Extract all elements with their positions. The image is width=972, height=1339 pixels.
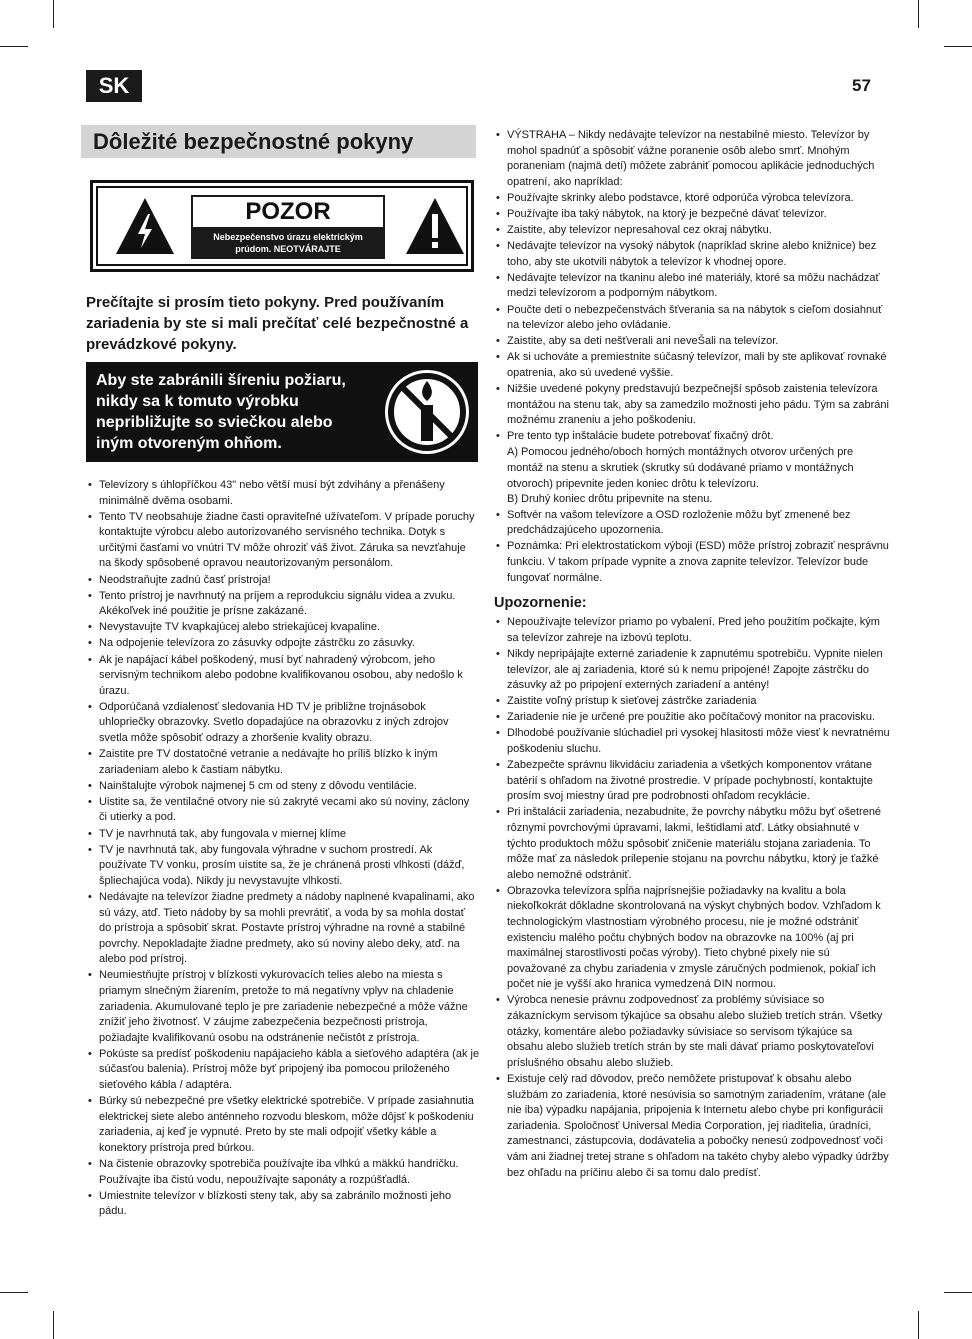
crop-mark	[0, 46, 28, 47]
list-item: • Nižšie uvedené pokyny predstavujú bezpečnejší spôsob zaistenia televízora montážou na stenu tak, aby sa zamedzilo možnosti jeho pádu. Tým sa zabráni možnému zraneniu a jeho poškodeniu.	[494, 382, 890, 429]
exclamation-hazard-icon	[404, 196, 466, 256]
crop-mark	[918, 0, 919, 28]
crop-mark	[53, 0, 54, 28]
notice-list	[494, 615, 890, 1181]
caution-label	[90, 180, 474, 272]
caution-heading: POZOR	[193, 197, 383, 227]
list-item: • Tento prístroj je navrhnutý na príjem a reprodukciu signálu videa a zvuku. Akékoľvek iné použitie je prísne zakázané.	[86, 589, 480, 620]
list-item: • Pre tento typ inštalácie budete potrebovať fixačný drôt.	[494, 429, 890, 445]
list-item: • Poznámka: Pri elektrostatickom výboji (ESD) môže prístroj zobraziť nesprávnu funkciu. V takom prípade vypnite a znova zapnite televízor. Televízor bude fungovať normálne.	[494, 539, 890, 586]
list-item: • Odporúčaná vzdialenosť sledovania HD TV je približne trojnásobok uhlopriečky obrazovky. Svetlo dopadajúce na obrazovku z iných zdrojov svetla môže spôsobiť odrazy a zhoršenie kvality obrazu.	[86, 700, 480, 747]
list-item: • Nepoužívajte televízor priamo po vybalení. Pred jeho použitím počkajte, kým sa televízor zahreje na izbovú teplotu.	[494, 615, 890, 646]
list-item: • Pokúste sa predísť poškodeniu napájacieho kábla a sieťového adaptéra (ak je súčasťou balenia). Prístroj môže byť pripojený iba pomocou priloženého sieťového kábla / adaptéra.	[86, 1047, 480, 1094]
crop-mark	[944, 46, 972, 47]
list-item: • Zaistite voľný prístup k sieťovej zástrčke zariadenia	[494, 694, 890, 710]
page-number: 57	[852, 76, 871, 95]
list-item: • TV je navrhnutá tak, aby fungovala výhradne v suchom prostredí. Ak používate TV vonku, prosím uistite sa, že je chránená prosti vlhkosti (dážď, špliechajúca voda). Nikdy ju nevystavujte vlhkosti.	[86, 843, 480, 890]
list-item: • Nevystavujte TV kvapkajúcej alebo striekajúcej kvapaline.	[86, 620, 480, 636]
list-item: • Dlhodobé používanie slúchadiel pri vysokej hlasitosti môže viesť k nevratnému poškodeniu sluchu.	[494, 726, 890, 757]
list-item: • Nikdy nepripájajte externé zariadenie k zapnutému spotrebiču. Vypnite nielen televízor, ale aj zariadenia, ktoré sú k nemu pripojené! Zapojte zástrčku do zásuvky až po pripojení externých zariadení a antény!	[494, 647, 890, 694]
list-item: • Softvér na vašom televízore a OSD rozloženie môžu byť zmenené bez predchádzajúceho upozornenia.	[494, 508, 890, 539]
list-item: • Zaistite, aby televízor nepresahoval cez okraj nábytku.	[494, 223, 890, 239]
right-column	[494, 128, 890, 1182]
list-item: • Pri inštalácii zariadenia, nezabudnite, že povrchy nábytku môžu byť ošetrené rôznymi povrchovými úpravami, lakmi, leštidlami atď. Látky obsiahnuté v týchto produktoch môžu spôsobiť zničenie materiálu stojana zariadenia. To môže mať za následok prilepenie stojanu na povrchu nábytku, ktorý je ťažké alebo nemožné odstrániť.	[494, 805, 890, 883]
list-item: • Neumiestňujte prístroj v blízkosti vykurovacích telies alebo na miesta s priamym slnečným žiarením, pretože to má negatívny vplyv na chladenie zariadenia. Akumulované teplo je pre zariadenie nebezpečné a môže vážne znížiť jeho životnosť. V záujme zabezpečenia bezpečnosti prístroja, požiadajte kvalifikovanú osobu na odstránenie nečistôt z prístroja.	[86, 968, 480, 1046]
stability-list	[494, 128, 890, 445]
list-item: • Na odpojenie televízora zo zásuvky odpojte zástrčku zo zásuvky.	[86, 636, 480, 652]
list-item: • Zaistite, aby sa deti nešťverali ani neveŠali na televízor.	[494, 334, 890, 350]
fire-warning-text: Aby ste zabránili šíreniu požiaru, nikdy sa k tomuto výrobku nepribližujte so sviečkou alebo iným otvoreným ohňom.	[96, 372, 346, 452]
no-open-flame-icon	[382, 367, 472, 457]
crop-mark	[918, 1311, 919, 1339]
list-item: • Umiestnite televízor v blízkosti steny tak, aby sa zabránilo možnosti jeho pádu.	[86, 1189, 480, 1220]
software-list	[494, 508, 890, 586]
lightning-hazard-icon	[114, 196, 176, 256]
list-item: • Zabezpečte správnu likvidáciu zariadenia a všetkých komponentov vrátane batérií s ohľadom na životné prostredie. V prípade pochybností, kontaktujte prosím svoj miestny úrad pre podrobnosti ohľadom recyklácie.	[494, 758, 890, 805]
mount-step-a: A) Pomocou jedného/oboch horných montážnych otvorov určených pre montáž na stenu a skrutiek (skrutky sú dodávané priamo v montážnych otvoroch) pripevnite jeden koniec drôtu k televízoru.	[507, 446, 854, 490]
list-item: • Nainštalujte výrobok najmenej 5 cm od steny z dôvodu ventilácie.	[86, 779, 480, 795]
crop-mark	[0, 1292, 28, 1293]
list-item: • Uistite sa, že ventilačné otvory nie sú zakryté vecami ako sú noviny, záclony či utierky a pod.	[86, 795, 480, 826]
list-item: • Na čistenie obrazovky spotrebiča používajte iba vlhkú a mäkkú handričku. Používajte iba čistú vodu, nepoužívajte saponáty a rozpúšťadlá.	[86, 1157, 480, 1188]
list-item: • Obrazovka televízora spĺňa najprísnejšie požiadavky na kvalitu a bola niekoľkokrát dôkladne skontrolovaná na výskyt chybných bodov. Vzhľadom k technologickým vlastnostiam výrobného procesu, nie je možné odstrániť existenciu malého počtu chybných bodov na obrazovke na 100% (aj pri maximálnej starostlivosti počas výroby). Tieto chybné pixely nie sú považované za chybu zariadenia v zmysle záručných podmienok, pokiaľ ich počet nie je vyšší ako hranica vymedzená DIN normou.	[494, 884, 890, 993]
list-item: • Výrobca nenesie právnu zodpovednosť za problémy súvisiace so zákazníckym servisom týkajúce sa obsahu alebo služieb tretích strán. Všetky otázky, komentáre alebo požiadavky súvisiace so servisom týkajúce sa obsahu alebo služieb tretích strán by ste mali dávať priamo poskytovateľovi príslušného obsahu alebo služieb.	[494, 993, 890, 1071]
list-item: • Zariadenie nie je určené pre použitie ako počítačový monitor na pracovisku.	[494, 710, 890, 726]
intro-text: Prečítajte si prosím tieto pokyny. Pred používaním zariadenia by ste si mali prečítať celé bezpečnostné a prevádzkové pokyny.	[86, 294, 469, 353]
mount-step-b: B) Druhý koniec drôtu pripevnite na stenu.	[507, 493, 713, 506]
left-column	[86, 478, 480, 1220]
caution-panel	[191, 195, 385, 259]
list-item: • Televízory s úhlopříčkou 43" nebo větší musí být zdvihány a přenášeny minimálně dvěma osobami.	[86, 478, 480, 509]
list-item: • TV je navrhnutá tak, aby fungovala v miernej klíme	[86, 827, 480, 843]
list-item: • Neodstraňujte zadnú časť prístroja!	[86, 573, 480, 589]
list-item: • Búrky sú nebezpečné pre všetky elektrické spotrebiče. V prípade zasiahnutia elektrickej siete alebo anténneho rozvodu bleskom, môže dôjsť k poškodeniu zariadenia, aj keď je vypnuté. Preto by ste mali odpojiť všetky káble a konektory prístroja pred búrkou.	[86, 1094, 480, 1156]
list-item: • Poučte deti o nebezpečenstvách šťverania sa na nábytok s cieľom dosiahnuť na televízor alebo jeho ovládanie.	[494, 303, 890, 334]
list-item: • Ak je napájací kábel poškodený, musí byť nahradený výrobcom, jeho servisným technikom alebo podobne kvalifikovanou osobou, aby nedošlo k úrazu.	[86, 653, 480, 700]
list-item: • Nedávajte televízor na tkaninu alebo iné materiály, ktoré sa môžu nachádzať medzi televízorom a podporným nábytkom.	[494, 271, 890, 302]
section-title-band	[81, 125, 476, 158]
list-item: • Existuje celý rad dôvodov, prečo nemôžete pristupovať k obsahu alebo službám zo zariadenia, ktoré nesúvisia so samotným zariadením, vrátane (ale nie iba) výpadku napájania, pripojenia k Internetu alebo chybe pri konfigurácii zariadenia. Spoločnosť Universal Media Corporation, jej riaditelia, úradníci, zamestnanci, zástupcovia, dodávatelia a pobočky nenesú zodpovednosť voči vám ani žiadnej tretej strane s ohľadom na takéto chyby alebo výpadky údržby bez ohľadu na príčinu alebo či sa tomu dalo predísť.	[494, 1072, 890, 1181]
list-item: • Zaistite pre TV dostatočné vetranie a nedávajte ho príliš blízko k iným zariadeniam alebo k častiam nábytku.	[86, 747, 480, 778]
list-item: • Používajte iba taký nábytok, na ktorý je bezpečné dávať televízor.	[494, 207, 890, 223]
notice-heading: Upozornenie:	[494, 595, 587, 612]
list-item: • Nedávajte na televízor žiadne predmety a nádoby naplnené kvapalinami, ako sú vázy, atď. Tieto nádoby by sa mohli prevrátiť, a voda by sa mohla dostať do prístroja a spôsobiť skrat. Postavte prístroj výhradne na rovné a stabilné povrchy. Nepokladajte žiadne predmety, ako sú noviny alebo deky, atď. na alebo pod prístroj.	[86, 890, 480, 968]
list-item: • Tento TV neobsahuje žiadne časti opraviteľné užívateľom. V prípade poruchy kontaktujte výrobcu alebo autorizovaného servisného technika. Dotyk s určitými časťami vo vnútri TV môže ohroziť váš život. Záruka sa nevzťahuje na škody spôsobené opravou neautorizovaným personálom.	[86, 510, 480, 572]
fire-warning-box	[86, 362, 478, 462]
section-title: Dôležité bezpečnostné pokyny	[93, 128, 414, 154]
caution-text: Nebezpečenstvo úrazu elektrickým prúdom. NEOTVÁRAJTE	[213, 232, 363, 254]
list-item: • Používajte skrinky alebo podstavce, ktoré odporúča výrobca televízora.	[494, 191, 890, 207]
crop-mark	[944, 1292, 972, 1293]
language-tab: SK	[86, 70, 142, 102]
list-item: • Nedávajte televízor na vysoký nábytok (napríklad skrine alebo knižnice) bez toho, aby ste ukotvili nábytok a televízor k vhodnej opore.	[494, 239, 890, 270]
safety-list	[86, 478, 480, 1220]
list-item: • VÝSTRAHA – Nikdy nedávajte televízor na nestabilné miesto. Televízor by mohol spadnúť a spôsobiť vážne poranenie osôb alebo smrť. Mnohým poraneniam (najmä detí) môžete zabrániť pomocou aplikácie jednoduchých opatrení, ako napríklad:	[494, 128, 890, 190]
list-item: • Ak si uchováte a premiestnite súčasný televízor, mali by ste aplikovať rovnaké opatrenia, ako sú uvedené vyššie.	[494, 350, 890, 381]
crop-mark	[53, 1311, 54, 1339]
